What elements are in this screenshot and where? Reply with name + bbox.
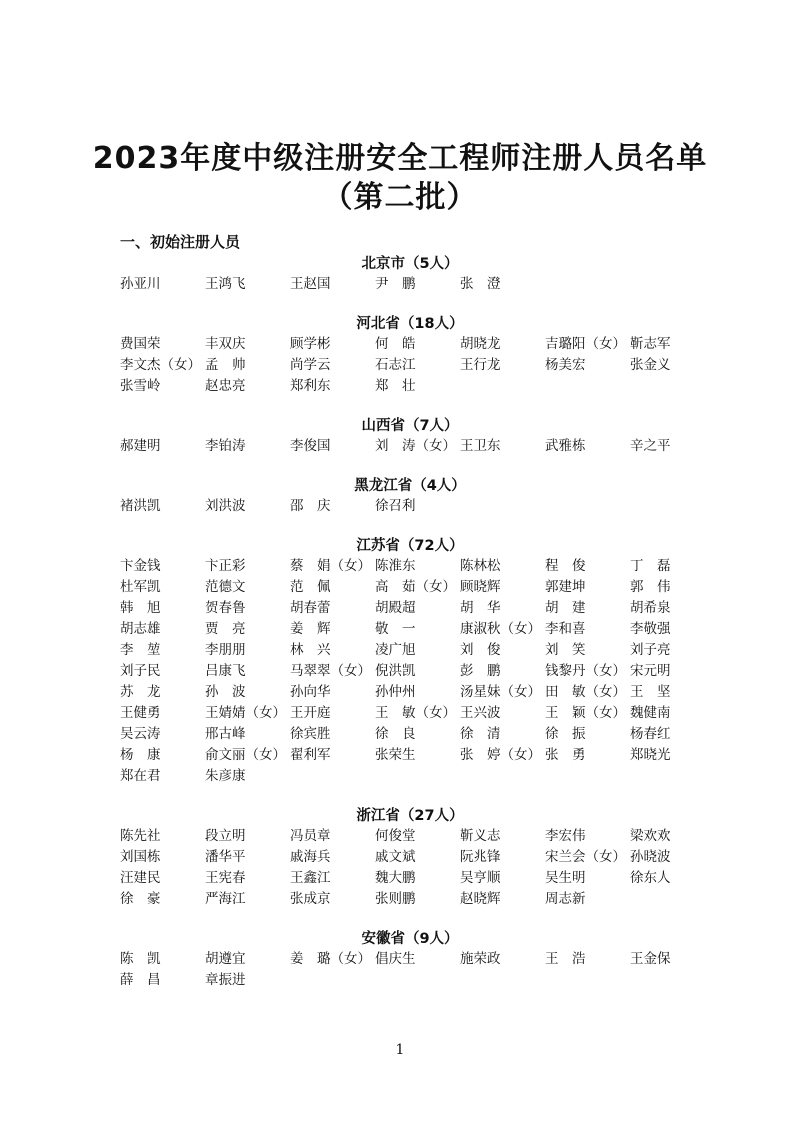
province-group — [120, 417, 700, 457]
province-group — [120, 255, 700, 295]
registrant-name: 王金保 — [630, 951, 671, 967]
registrant-name: 郑晓光 — [630, 747, 671, 763]
registrant-name: 何 皓 — [375, 336, 416, 352]
registrant-name: 尚学云 — [290, 357, 331, 373]
registrant-name: 刘洪波 — [205, 498, 246, 514]
registrant-name: 刘子亮 — [630, 642, 671, 658]
registrant-name: 刘 涛（女） — [375, 438, 456, 454]
registrant-name: 顾晓辉 — [460, 579, 501, 595]
registrant-name: 程 俊 — [545, 558, 586, 574]
registrant-name: 王卫东 — [460, 438, 501, 454]
registrant-name: 胡遵宜 — [205, 951, 246, 967]
registrant-name: 姜 璐（女） — [290, 951, 371, 967]
registrant-name: 宋兰会（女） — [545, 849, 626, 865]
registrant-name: 王行龙 — [460, 357, 501, 373]
registrant-name: 钱黎丹（女） — [545, 663, 626, 679]
registrant-name: 王 坚 — [630, 684, 671, 700]
registrant-name: 王 敏（女） — [375, 705, 456, 721]
registrant-name: 卞正彩 — [205, 558, 246, 574]
province-heading: 黑龙江省（4人） — [354, 478, 466, 494]
registrant-name: 蔡 娟（女） — [290, 558, 371, 574]
registrant-name: 邢古峰 — [205, 726, 246, 742]
registrant-name: 汪建民 — [120, 870, 161, 886]
registrant-name: 魏大鹏 — [375, 870, 416, 886]
registrant-name: 石志江 — [375, 357, 416, 373]
registrant-name: 王健勇 — [120, 705, 161, 721]
registrant-name: 孙晓波 — [630, 849, 671, 865]
registrant-name: 刘 俊 — [460, 642, 501, 658]
province-heading: 河北省（18人） — [356, 316, 464, 332]
registrant-name: 胡希泉 — [630, 600, 671, 616]
registrant-name: 李宏伟 — [545, 828, 586, 844]
registrant-name: 刘 笑 — [545, 642, 586, 658]
registrant-name: 薛 昌 — [120, 972, 161, 988]
registrant-name: 贾 亮 — [205, 621, 246, 637]
registrant-name: 郝建明 — [120, 438, 161, 454]
registrant-name: 王赵国 — [290, 276, 331, 292]
registrant-name: 梁欢欢 — [630, 828, 671, 844]
registrant-name: 丁 磊 — [630, 558, 671, 574]
registrant-name: 胡春蕾 — [290, 600, 331, 616]
registrant-name: 贺春鲁 — [205, 600, 246, 616]
registrant-name: 范德文 — [205, 579, 246, 595]
province-heading: 安徽省（9人） — [361, 931, 459, 947]
province-heading: 浙江省（27人） — [356, 808, 464, 824]
province-group — [120, 807, 700, 910]
registrant-name: 李俊国 — [290, 438, 331, 454]
province-group — [120, 315, 700, 397]
registrant-name: 郑利东 — [290, 378, 331, 394]
registrant-name: 姜 辉 — [290, 621, 331, 637]
registrant-name: 杨 康 — [120, 747, 161, 763]
document-subtitle: （第二批） — [322, 180, 478, 215]
registrant-name: 赵忠亮 — [205, 378, 246, 394]
registrant-name: 朱彦康 — [205, 768, 246, 784]
page-number: 1 — [395, 1042, 405, 1058]
registrant-name: 张荣生 — [375, 747, 416, 763]
registrant-name: 孙向华 — [290, 684, 331, 700]
registrant-name: 胡 华 — [460, 600, 501, 616]
registrant-name: 王 颖（女） — [545, 705, 626, 721]
registrant-name: 李和喜 — [545, 621, 586, 637]
registrant-name: 胡志雄 — [120, 621, 161, 637]
registrant-name: 徐召利 — [375, 498, 416, 514]
registrant-name: 丰双庆 — [205, 336, 246, 352]
registrant-name: 章振进 — [205, 972, 246, 988]
registrant-name: 顾学彬 — [290, 336, 331, 352]
registrant-name: 刘国栋 — [120, 849, 161, 865]
registrant-name: 高 茹（女） — [375, 579, 456, 595]
registrant-name: 胡 建 — [545, 600, 586, 616]
registrant-name: 褚洪凯 — [120, 498, 161, 514]
registrant-name: 费国荣 — [120, 336, 161, 352]
registrant-name: 王开庭 — [290, 705, 331, 721]
registrant-name: 张 澄 — [460, 276, 501, 292]
registrant-name: 苏 龙 — [120, 684, 161, 700]
name-list — [120, 334, 715, 397]
province-group — [120, 477, 700, 517]
name-list — [120, 274, 715, 295]
registrant-name: 孙 波 — [205, 684, 246, 700]
registrant-name: 徐 良 — [375, 726, 416, 742]
registrant-name: 郑 壮 — [375, 378, 416, 394]
registrant-name: 吕康飞 — [205, 663, 246, 679]
registrant-name: 靳义志 — [460, 828, 501, 844]
registrant-name: 吴亨顺 — [460, 870, 501, 886]
registrant-name: 李 堃 — [120, 642, 161, 658]
registrant-name: 王鸿飞 — [205, 276, 246, 292]
registrant-name: 张金义 — [630, 357, 671, 373]
registrant-name: 戚海兵 — [290, 849, 331, 865]
province-heading: 北京市（5人） — [361, 256, 459, 272]
registrant-name: 胡殿超 — [375, 600, 416, 616]
registrant-name: 彭 鹏 — [460, 663, 501, 679]
registrant-name: 武雅栋 — [545, 438, 586, 454]
registrant-name: 翟利军 — [290, 747, 331, 763]
registrant-name: 张雪岭 — [120, 378, 161, 394]
registrant-name: 邵 庆 — [290, 498, 331, 514]
registrant-name: 胡晓龙 — [460, 336, 501, 352]
roster-content — [120, 255, 700, 991]
registrant-name: 徐东人 — [630, 870, 671, 886]
registrant-name: 敬 一 — [375, 621, 416, 637]
name-list — [120, 436, 715, 457]
registrant-name: 韩 旭 — [120, 600, 161, 616]
registrant-name: 郭 伟 — [630, 579, 671, 595]
registrant-name: 徐 豪 — [120, 891, 161, 907]
registrant-name: 周志新 — [545, 891, 586, 907]
registrant-name: 王宪春 — [205, 870, 246, 886]
registrant-name: 刘子民 — [120, 663, 161, 679]
registrant-name: 康淑秋（女） — [460, 621, 541, 637]
document-title: 2023年度中级注册安全工程师注册人员名单 — [92, 141, 708, 176]
province-heading: 江苏省（72人） — [356, 538, 464, 554]
registrant-name: 卞金钱 — [120, 558, 161, 574]
registrant-name: 张 勇 — [545, 747, 586, 763]
registrant-name: 田 敏（女） — [545, 684, 626, 700]
registrant-name: 阮兆锋 — [460, 849, 501, 865]
registrant-name: 宋元明 — [630, 663, 671, 679]
registrant-name: 凌广旭 — [375, 642, 416, 658]
registrant-name: 郑在君 — [120, 768, 161, 784]
registrant-name: 陈淮东 — [375, 558, 416, 574]
registrant-name: 吴云涛 — [120, 726, 161, 742]
registrant-name: 陈 凯 — [120, 951, 161, 967]
registrant-name: 张则鹏 — [375, 891, 416, 907]
name-list — [120, 949, 715, 991]
registrant-name: 俞文丽（女） — [205, 747, 286, 763]
registrant-name: 马翠翠（女） — [290, 663, 371, 679]
registrant-name: 王 浩 — [545, 951, 586, 967]
registrant-name: 孙仲州 — [375, 684, 416, 700]
registrant-name: 倡庆生 — [375, 951, 416, 967]
registrant-name: 施荣政 — [460, 951, 501, 967]
registrant-name: 辛之平 — [630, 438, 671, 454]
registrant-name: 孟 帅 — [205, 357, 246, 373]
section-heading: 一、初始注册人员 — [120, 233, 241, 251]
registrant-name: 孙亚川 — [120, 276, 161, 292]
registrant-name: 李铂涛 — [205, 438, 246, 454]
registrant-name: 林 兴 — [290, 642, 331, 658]
registrant-name: 李文杰（女） — [120, 357, 201, 373]
registrant-name: 徐宾胜 — [290, 726, 331, 742]
registrant-name: 杨春红 — [630, 726, 671, 742]
registrant-name: 何俊堂 — [375, 828, 416, 844]
name-list — [120, 826, 715, 910]
registrant-name: 汤星妹（女） — [460, 684, 541, 700]
province-group — [120, 930, 700, 991]
registrant-name: 魏健南 — [630, 705, 671, 721]
registrant-name: 范 佩 — [290, 579, 331, 595]
registrant-name: 段立明 — [205, 828, 246, 844]
registrant-name: 尹 鹏 — [375, 276, 416, 292]
registrant-name: 倪洪凯 — [375, 663, 416, 679]
registrant-name: 徐 振 — [545, 726, 586, 742]
registrant-name: 李敬强 — [630, 621, 671, 637]
registrant-name: 陈先社 — [120, 828, 161, 844]
registrant-name: 徐 清 — [460, 726, 501, 742]
registrant-name: 冯员章 — [290, 828, 331, 844]
registrant-name: 郭建坤 — [545, 579, 586, 595]
registrant-name: 赵晓辉 — [460, 891, 501, 907]
registrant-name: 杜军凯 — [120, 579, 161, 595]
registrant-name: 吴生明 — [545, 870, 586, 886]
registrant-name: 潘华平 — [205, 849, 246, 865]
registrant-name: 张成京 — [290, 891, 331, 907]
registrant-name: 王兴波 — [460, 705, 501, 721]
name-list — [120, 496, 715, 517]
registrant-name: 李朋朋 — [205, 642, 246, 658]
name-list — [120, 556, 715, 787]
province-group — [120, 537, 700, 787]
registrant-name: 严海江 — [205, 891, 246, 907]
registrant-name: 杨美宏 — [545, 357, 586, 373]
registrant-name: 戚文斌 — [375, 849, 416, 865]
registrant-name: 王鑫江 — [290, 870, 331, 886]
registrant-name: 吉璐阳（女） — [545, 336, 626, 352]
registrant-name: 陈林松 — [460, 558, 501, 574]
registrant-name: 靳志军 — [630, 336, 671, 352]
registrant-name: 王婧婧（女） — [205, 705, 286, 721]
registrant-name: 张 婷（女） — [460, 747, 541, 763]
province-heading: 山西省（7人） — [361, 418, 459, 434]
